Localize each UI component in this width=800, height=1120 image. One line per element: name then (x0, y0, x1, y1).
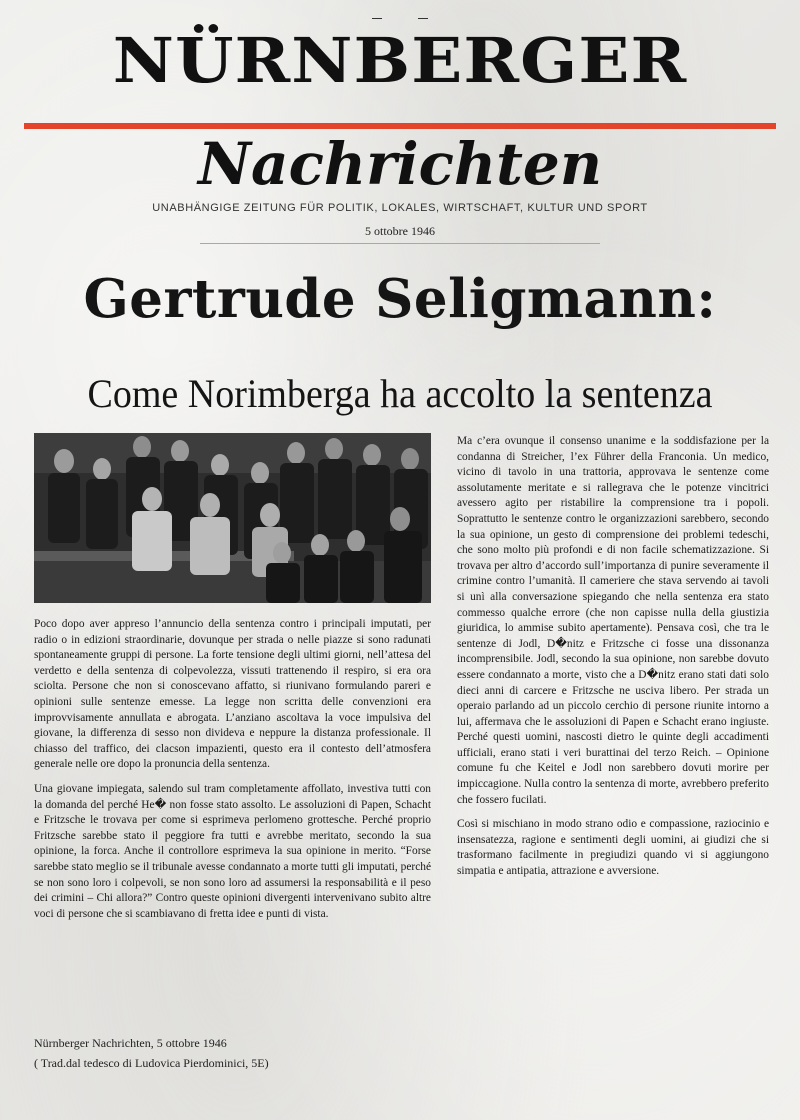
article-column-left (34, 617, 431, 931)
article-paragraph: Così si mischiano in modo strano odio e compassione, raziocinio e insensatezza, ragione e sentimenti degli uomini, ai giudizi che si trasformano facilmente in pregiudizi quando vi si aggiungono simpatia e antipatia, attrazione e avversione. (457, 818, 769, 878)
issue-date: 5 ottobre 1946 (365, 224, 435, 238)
article-paragraph: Una giovane impiegata, salendo sul tram completamente affollato, investiva tutti con la domanda del perché He� non fosse stato assolto. Le assoluzioni di Papen, Schacht e Fritzsche le trovava per come si esprimeva perlomeno grottesche. Perché proprio Fritzsche sarebbe stato il peggiore fra tutti e avrebbe meritato, secondo la sua opinione, la forca. Anche il controllore esprimeva la sua opinione in merito. “Forse sarebbe stato meglio se il tribunale avesse condannato a morte tutti gli imputati, perché se non sono loro i colpevoli, se non sono loro ad assumersi la responsabilità e il peso dei crimini – Chi allora?” Contro queste opinioni divergenti intervenivano subito altre voci di persone che si scambiavano di fretta idee e punti di vista. (34, 782, 431, 920)
masthead-tagline: UNABHÄNGIGE ZEITUNG FÜR POLITIK, LOKALES, WIRTSCHAFT, KULTUR UND SPORT (152, 202, 648, 214)
masthead-red-rule (24, 123, 776, 129)
masthead-tick-mark (418, 18, 428, 19)
masthead-title: NÜRNBERGER (112, 24, 688, 97)
article-headline: Gertrude Seligmann: (83, 268, 717, 330)
article-subheadline: Come Norimberga ha accolto la sentenza (87, 371, 713, 416)
photo-icon (34, 433, 431, 603)
footer-translation-credit: ( Trad.dal tedesco di Ludovica Pierdominici, 5E) (34, 1056, 269, 1070)
article-photo (34, 433, 431, 603)
masthead-subtitle: Nachrichten (197, 130, 603, 198)
article-column-right (457, 434, 769, 889)
footer-source: Nürnberger Nachrichten, 5 ottobre 1946 (34, 1036, 227, 1050)
article-paragraph: Ma c’era ovunque il consenso unanime e la soddisfazione per la condanna di Streicher, l’ex Führer della Franconia. Un medico, vicino di tavolo in una trattoria, approvava le sentenze come assolutamente meritate e si rallegrava che le potenze vincitrici avessero agito per ristabilire la comprensione tra i popoli. Soprattutto le sentenze contro le organizzazioni sarebbero, secondo la sua opinione, un gesto di comprensione dei problemi tedeschi, che sono molto più profondi e di non facile schematizzazione. Si trovava per altro d’accordo sull’importanza di punire severamente il crimine contro l’umanità. Il cameriere che stava servendo ai tavoli si unì alla conversazione spiegando che nella sentenza era stato commesso qualche errore (che non capisse nulla della giustizia giuridica, lo ammise subito apertamente). Pensava così, che tra le sentenze di Jodl, D�nitz e Fritzsche ci fosse una dissonanza incomprensibile. Jodl, secondo la sua opinione, non sarebbe dovuto essere condannato a morte, visto che a D�nitz erano stati dati solo dieci anni di carcere e Fritzsche ne usciva libero. Per strada un operaio parlando ad un piccolo cerchio di persone riunite intorno a lui, affermava che le assoluzioni di Papen e Schacht erano ingiuste. Perché questi uomini, nascosti dietro le quinte degli accadimenti ufficiali, erano stati i veri burattinai del terzo Reich. – Opinione comune fu che Keitel e Jodl non sarebbero dovuti morire per impiccagione. Nulla contro la sentenza di morte, avrebbero preferito che fossero fucilati. (457, 435, 769, 806)
masthead-divider (200, 243, 600, 244)
masthead-tick-mark (372, 18, 382, 19)
article-paragraph: Poco dopo aver appreso l’annuncio della sentenza contro i principali imputati, per radio o in edizioni straordinarie, dovunque per strada o nelle piazze si sono radunati spontaneamente gruppi di persone. La forte tensione degli ultimi giorni, nell’attesa del verdetto e della sentenza di colpevolezza, vissuti trattenendo il respiro, si era ora sciolta. Persone che non si conoscevano affatto, si riunivano formulando pareri e opinioni sulle sentenze emesse. La legge non scritta delle convenzioni era improvvisamente annullata e abrogata. L’anziano ascoltava la voce impulsiva del giovane, la differenza di sesso non divideva e neppure la distanza professionale. Il chiasso del traffico, dei clacson impazienti, questo era il contesto dell’atmosfera generale nelle ore dopo la pronuncia della sentenza. (34, 618, 431, 771)
